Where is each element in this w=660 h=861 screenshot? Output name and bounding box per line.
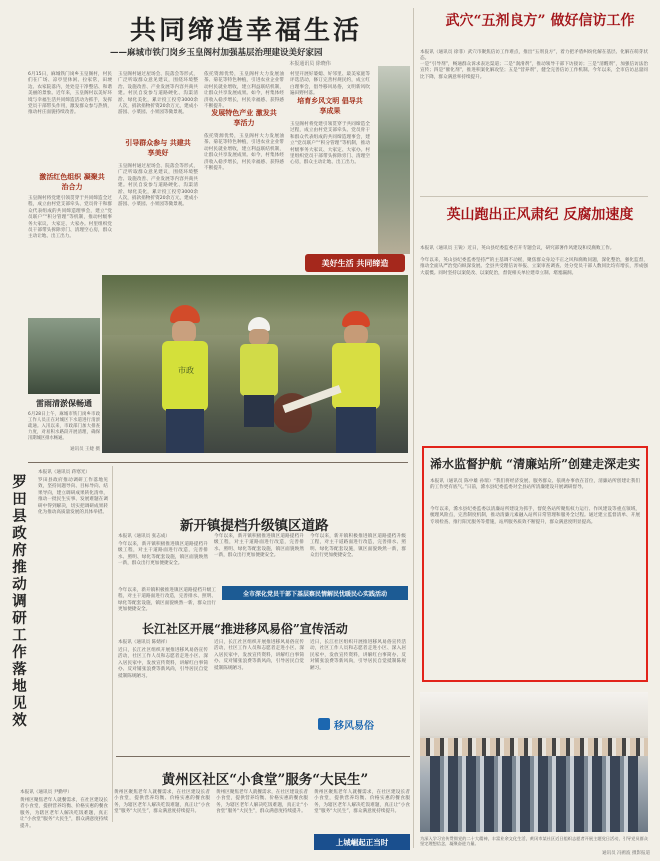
left-story-body: 罗田县政府推动调研工作落地见效，坚持问题导向、目标导向、结果导向，建立调研成果转化清单，推动一批民生实事、发展难题在调研中得到解决，切实把调研成果转化为推动高质量发展的具体举措。 — [38, 478, 108, 516]
photo-caption — [28, 398, 100, 458]
right-top-body: 一是“引导剂”，畅通群众诉求表达渠道；二是“润滑剂”，推动领导干部下访接访；三是“清醒剂”，加强信访法治宣传；四是“催化剂”，推进积案化解攻坚；五是“营养剂”，健全完善信访工作机制。今年以来，全市信访总量同比下降，群众满意率持续提升。 — [420, 62, 648, 80]
center-body-2a: 近日，长江社区组织开展推进移风易俗宣传活动，社区工作人员和志愿者走进小区、深入居民家中，发放宣传资料，讲解红白事简办、反对铺张浪费等新风尚，引导居民自觉抵制陈规陋习。 — [118, 648, 208, 679]
right-bottom-credit: 通讯员 冯鸥波 摄影报道 — [602, 851, 650, 856]
photo-caption-title: 雷雨清淤保畅通 — [36, 398, 92, 408]
worker-right — [330, 311, 382, 453]
right-top-headline: 武穴“五剂良方” 做好信访工作 — [445, 13, 635, 29]
center-byline-2: 本报讯（通讯员 陈婧祥） — [118, 640, 170, 645]
right-mid-byline: 本报讯（通讯员 王锐）近日，英山县纪委监委召开专题会议，研究部署作风建设和反腐败工作。 — [420, 246, 615, 251]
center-body-1a: 今年以来，新开镇积极推进镇区道路提档升级工程，对主干道路面进行改造，完善排水、照明、绿化等配套设施，镇区面貌焕然一新，群众出行更加便捷安全。 — [118, 542, 208, 567]
logo-square-icon — [318, 718, 330, 730]
center-byline-1: 本报讯（通讯员 张志成） — [118, 534, 170, 539]
main-body-col1-para2: 玉皇阁村将党建引领贯穿于共同缔造全过程，成立由村党支部牵头、党员骨干和群众代表组成的共同缔造理事会，建立“党员联户”“积分管理”等机制，推动村级事务大家议、大家定、大家办。村里组织党员干部带头拆除旁门、清理空心房，群众主动让地、出工出力。 — [28, 196, 112, 240]
right-box-body: 今年以来，浠水县纪委监委以清廉站所建设为抓手，督促各站所聚焦权力运行、作风建设等重点领域，梳理风险点，完善制度机制，推动清廉元素融入站所日常管理和服务全过程。通过建立监督清单、开展专项检查、推行阳光服务等措施，站所服务质效不断提升，群众满意度明显提高。 — [430, 507, 640, 525]
right-mid-headline: 英山跑出正风肃纪 反腐加速度 — [446, 207, 634, 223]
center-banner: 全市深化党员干部下基层察民情解民忧暖民心实践活动 — [222, 586, 408, 600]
worker-left — [162, 305, 212, 453]
right-box-headline: 浠水监督护航 “清廉站所”创建走深走实 — [430, 457, 640, 471]
main-subhead-1: 激活红色组织 凝聚共治合力 — [39, 172, 105, 191]
center-body-left-block: 今年以来，新开镇积极推进镇区道路提档升级工程，对主干道路面进行改造，完善排水、照明、绿化等配套设施，镇区面貌焕然一新，群众出行更加便捷安全。 — [118, 588, 216, 613]
photo-caption-body: 6月28日上午，麻城市铁门岗乡市政工作人员正在对城区下水道进行清淤疏通。入汛以来，市政部门加大排查力度，对易积水路段开展清理，确保汛期城区排水畅通。 — [28, 412, 100, 441]
main-byline: 本报通讯员 徐晓伟 — [289, 61, 331, 67]
center-body-2c: 近日，长江社区组织开展推进移风易俗宣传活动，社区工作人员和志愿者走进小区、深入居民家中，发放宣传资料，讲解红白事简办、反对铺张浪费等新风尚，引导居民自觉抵制陈规陋习。 — [310, 640, 406, 671]
main-headline: 共同缔造幸福生活 — [130, 16, 363, 46]
main-photo-village — [378, 66, 410, 254]
bottom-byline: 本报讯（通讯员 尹勤甲） — [20, 790, 72, 795]
photo-caption-credit: 通讯员 王婕 摄 — [70, 447, 100, 452]
right-box-byline: 本报讯（通讯员 陈中雄 孙瑞）“我们将经济发展、服务群众、依规办事放在首位，清廉站所创建让我们的工作更有底气。”日前，浠水县纪委监委对全县站所清廉建设开展调研督导。 — [430, 479, 640, 491]
center-body-1b: 今年以来，新开镇积极推进镇区道路提档升级工程，对主干道路面进行改造，完善排水、照明、绿化等配套设施，镇区面貌焕然一新，群众出行更加便捷安全。 — [214, 534, 304, 559]
main-body-col3-para2: 依托资源优势，玉皇阁村大力发展油茶、菊花等特色种植，引进农业企业带动村民就业增收，建立利益联结机制，让群众共享发展成果。如今，村集体经济收入稳步增长，村民幸福感、获得感不断提升。 — [204, 134, 284, 172]
center-body-2b: 近日，长江社区组织开展推进移风易俗宣传活动，社区工作人员和志愿者走进小区、深入居民家中，发放宣传资料，讲解红白事简办、反对铺张浪费等新风尚，引导居民自觉抵制陈规陋习。 — [214, 640, 304, 671]
bottom-body-b: 黄州区聚焦老年人就餐需求，在社区建设长者小食堂，提供营养均衡、价格实惠的餐食服务，为辖区老年人解决吃饭难题，真正让“小食堂”服务“大民生”，群众满意度持续提升。 — [114, 790, 210, 815]
center-body-1c: 今年以来，新开镇积极推进镇区道路提档升级工程，对主干道路面进行改造，完善排水、照明、绿化等配套设施，镇区面貌焕然一新，群众出行更加便捷安全。 — [310, 534, 406, 559]
center-headline-1: 新开镇提档升级镇区道路 — [180, 518, 329, 534]
main-body-col4-para2: 玉皇阁村将党建引领贯穿于共同缔造全过程，成立由村党支部牵头、党员骨干和群众代表组成的共同缔造理事会，建立“党员联户”“积分管理”等机制，推动村级事务大家议、大家定、大家办。村里组织党员干部带头拆除旁门、清理空心房，群众主动让地、出工出力。 — [290, 122, 370, 166]
right-box-article[interactable] — [422, 446, 648, 682]
bottom-ad-banner: 上城崛起正当时 — [314, 834, 410, 850]
right-mid-body: 今年以来，英山县纪委监委坚持严的主基调不动摇，聚焦群众身边不正之风和腐败问题，深化整治，强化监督，推动全面从严治党向纵深发展。全县共受理信访举报、立案审查调查、处分党员干部人数同比均有增长，形成强大震慑。同时坚持以案促改、以案促治，督促相关单位建章立制、堵塞漏洞。 — [420, 258, 648, 276]
small-photo-left — [28, 318, 100, 394]
main-body-col2-para2: 玉皇阁村通过屋场会、院落会等形式，广泛听取群众意见建议，围绕环境整治、设施改善、产业发展等内容共商共建。村民自发参与道路硬化、沟渠清淤、绿化美化，累计投工投劳3000余人次，捐款捐物折资20余万元，建成小游园、小菜园、小果园等微景观。 — [118, 164, 198, 208]
main-subhead-3: 发展特色产业 激发共享活力 — [211, 108, 277, 127]
bottom-body-a: 黄州区聚焦老年人就餐需求，在社区建设长者小食堂，提供营养均衡、价格实惠的餐食服务，为辖区老年人解决吃饭难题，真正让“小食堂”服务“大民生”，群众满意度持续提升。 — [20, 798, 108, 829]
vest-label: 市政 — [178, 366, 194, 375]
center-headline-2: 长江社区开展“推进移风易俗”宣传活动 — [142, 622, 348, 636]
left-story-byline: 本报讯（通讯员 蒋寒光） — [38, 470, 90, 475]
main-body-col3-para1: 依托资源优势，玉皇阁村大力发展油茶、菊花等特色种植，引进农业企业带动村民就业增收，建立利益联结机制，让群众共享发展成果。如今，村集体经济收入稳步增长，村民幸福感、获得感不断提升。 — [204, 72, 284, 110]
bottom-body-c: 黄州区聚焦老年人就餐需求，在社区建设长者小食堂，提供营养均衡、价格实惠的餐食服务，为辖区老年人解决吃饭难题，真正让“小食堂”服务“大民生”，群众满意度持续提升。 — [216, 790, 308, 815]
main-caption-tag: 美好生活 共同缔造 — [305, 254, 405, 272]
main-body-col1-para1: 6月15日，麻城铁门岗乡玉皇阁村，村民们在广场、凉亭里休闲、拉家常，田埂边、农家院落内，处处是干净整洁、和谐美丽的景象。近年来，玉皇阁村以美好环境与幸福生活共同缔造活动为抓手，发挥党员干部带头作用，激发群众参与热情，推动村庄面貌持续改善。 — [28, 72, 112, 116]
right-top-byline: 本报讯（通讯员 徐菲）武穴市聚焦信访工作难点，推出“五剂良方”，着力把矛盾纠纷化解在基层、化解在萌芽状态。 — [420, 50, 648, 62]
left-vertical-headline: 罗田县政府推动调研工作落地见效 — [12, 474, 27, 729]
main-body-col2-para1: 玉皇阁村通过屋场会、院落会等形式，广泛听取群众意见建议，围绕环境整治、设施改善、产业发展等内容共商共建。村民自发参与道路硬化、沟渠清淤、绿化美化，累计投工投劳3000余人次，捐款捐物折资20余万元，建成小游园、小菜园、小果园等微景观。 — [118, 72, 198, 116]
main-body-col4-para1: 村里开展好婆媳、好邻里、最美家庭等评选活动，修订完善村规民约，成立红白理事会，倡导移风易俗，文明新风吹遍田野村落。 — [290, 72, 370, 97]
center-logo: 移风易俗 — [318, 714, 408, 734]
main-subheadline: ——麻城市铁门岗乡玉皇阁村加强基层治理建设美好家园 — [110, 48, 323, 58]
bottom-body-d: 黄州区聚焦老年人就餐需求，在社区建设长者小食堂，提供营养均衡、价格实惠的餐食服务，为辖区老年人解决吃饭难题，真正让“小食堂”服务“大民生”，群众满意度持续提升。 — [314, 790, 410, 815]
main-subhead-4: 培育乡风文明 倡导共享成果 — [297, 96, 363, 115]
right-bottom-caption: 为深入学习宣传贯彻党的二十大精神，丰富业余文化生活，黄冈市某社区近日组织志愿者开展主题党日活动，引导党员群众坚定理想信念，凝聚奋进力量。 — [420, 836, 648, 847]
bottom-headline: 黄州区社区“小食堂”服务“大民生” — [161, 772, 369, 788]
right-bottom-photo — [420, 692, 648, 832]
worker-middle — [240, 317, 280, 427]
main-photo-workers — [102, 275, 408, 453]
main-subhead-2: 引导群众参与 共建共享美好 — [125, 138, 191, 157]
